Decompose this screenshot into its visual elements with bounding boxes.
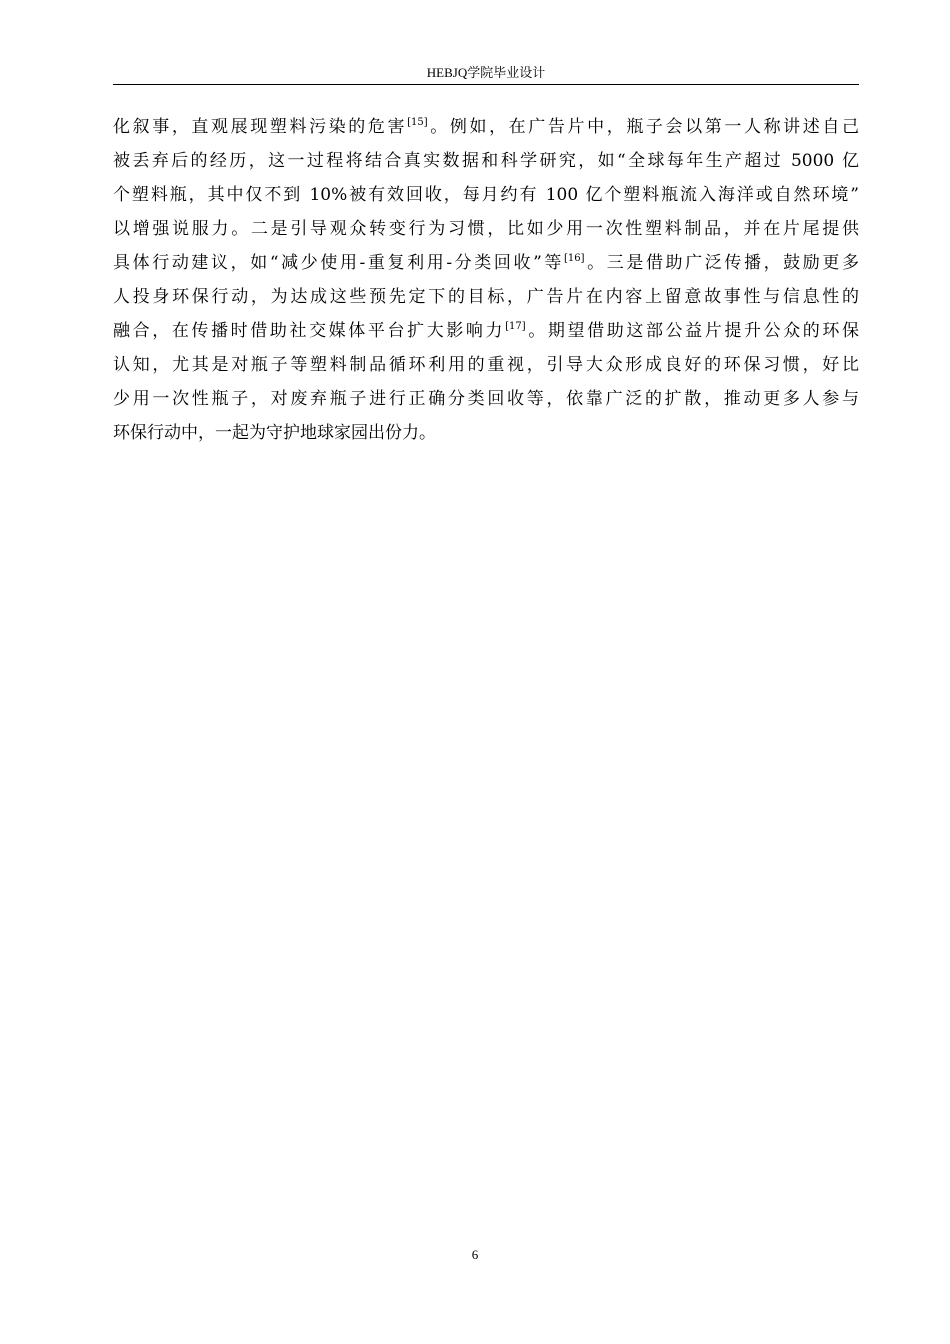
paragraph-line: 被丢弃后的经历，这一过程将结合真实数据和科学研究，如“全球每年生产超过 5000 亿 — [113, 151, 859, 171]
paragraph-line: 认知，尤其是对瓶子等塑料制品循环利用的重视，引导大众形成良好的环保习惯，好比 — [113, 355, 859, 375]
paragraph-line: 个塑料瓶，其中仅不到 10%被有效回收，每月约有 100 亿个塑料瓶流入海洋或自然环境” — [113, 185, 859, 205]
paragraph-line: 具体行动建议，如“减少使用-重复利用-分类回收”等[16]。三是借助广泛传播，鼓励更多 — [113, 253, 860, 273]
citation-marker: [16] — [564, 253, 585, 264]
paragraph-line: 环保行动中，一起为守护地球家园出份力。 — [113, 423, 436, 443]
paragraph-line: 人投身环保行动，为达成这些预先定下的目标，广告片在内容上留意故事性与信息性的 — [113, 287, 859, 307]
header-title: HEBJQ学院毕业设计 — [426, 65, 546, 80]
citation-marker: [17] — [505, 321, 526, 332]
paragraph-line: 融合，在传播时借助社交媒体平台扩大影响力[17]。期望借助这部公益片提升公众的环保 — [113, 321, 860, 341]
paragraph-line: 化叙事，直观展现塑料污染的危害[15]。例如，在广告片中，瓶子会以第一人称讲述自己 — [113, 117, 859, 137]
page-number: 6 — [471, 1247, 479, 1262]
paragraph-line: 少用一次性瓶子，对废弃瓶子进行正确分类回收等，依靠广泛的扩散，推动更多人参与 — [113, 389, 859, 409]
paragraph-line: 以增强说服力。二是引导观众转变行为习惯，比如少用一次性塑料制品，并在片尾提供 — [113, 219, 859, 239]
page-header — [113, 62, 859, 85]
citation-marker: [15] — [407, 117, 428, 128]
body-paragraph — [113, 110, 859, 450]
